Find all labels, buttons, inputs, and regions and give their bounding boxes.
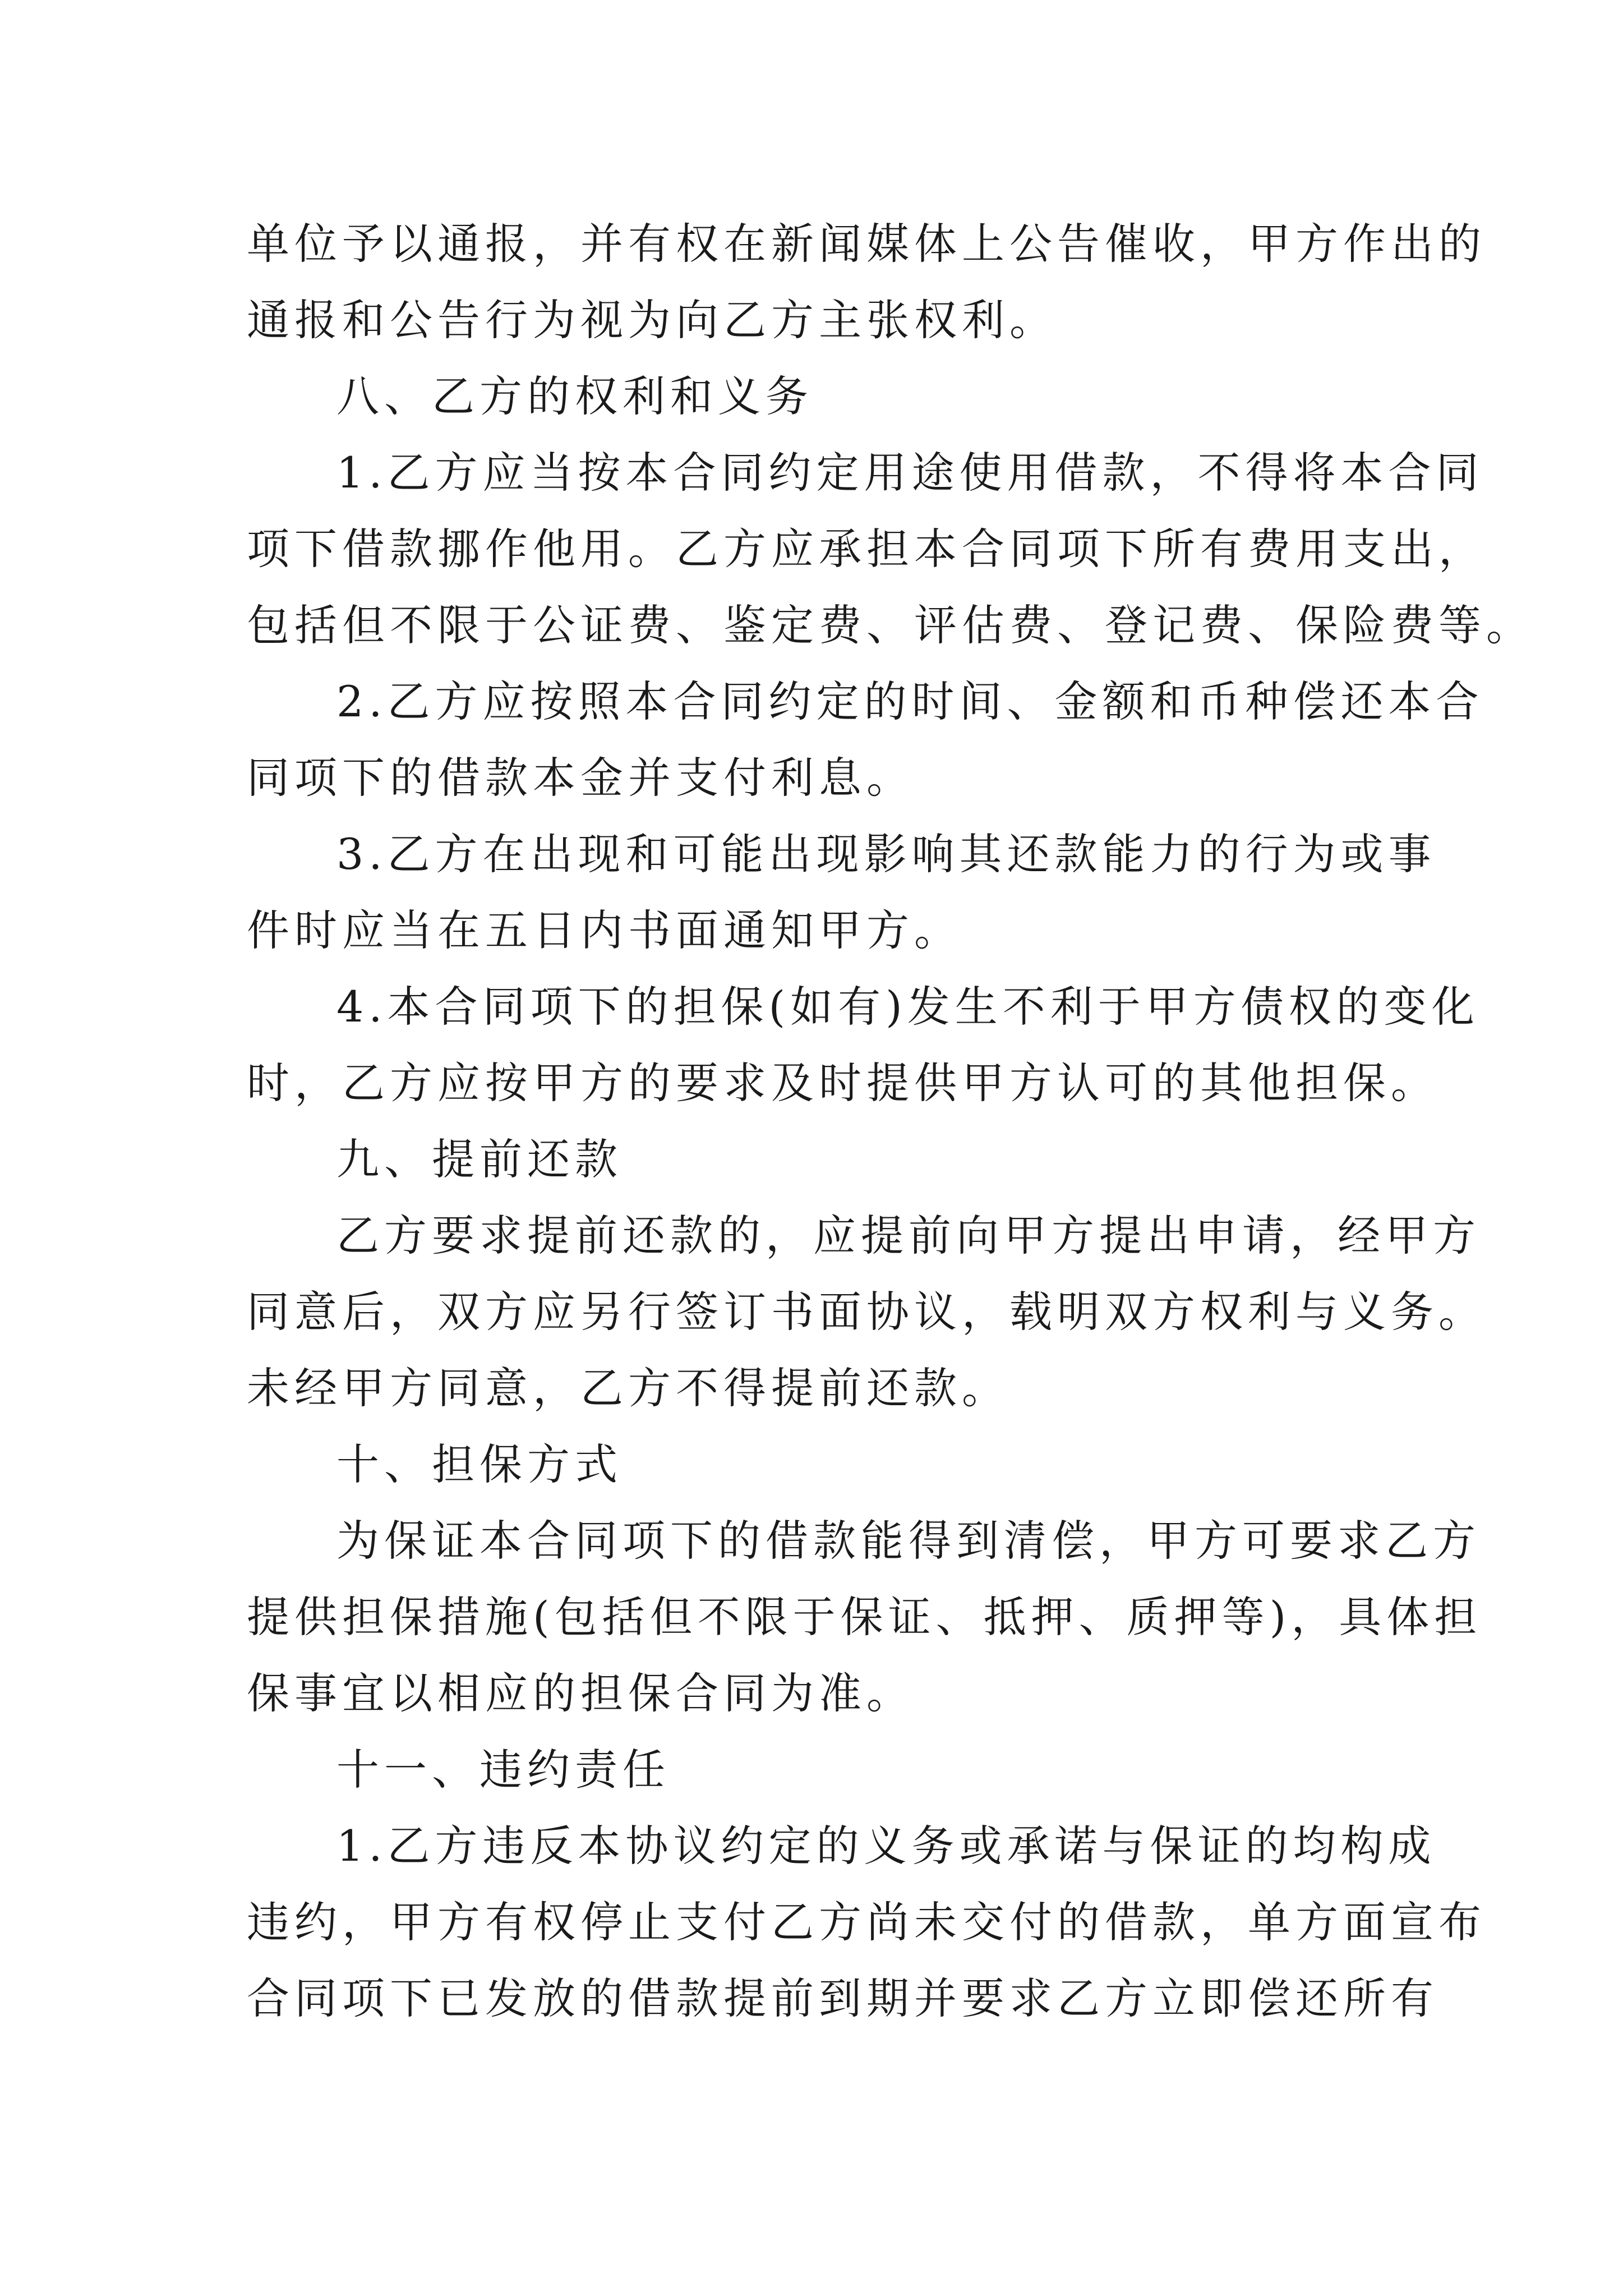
text-line: 项下借款挪作他用。乙方应承担本合同项下所有费用支出， — [247, 524, 1486, 574]
text-line: 2.乙方应按照本合同约定的时间、金额和币种偿还本合 — [336, 677, 1484, 726]
text-line: 同项下的借款本金并支付利息。 — [247, 753, 914, 803]
text-line: 为保证本合同项下的借款能得到清偿，甲方可要求乙方 — [336, 1516, 1481, 1566]
section-heading: 八、乙方的权利和义务 — [336, 371, 813, 421]
text-line: 包括但不限于公证费、鉴定费、评估费、登记费、保险费等。 — [247, 600, 1534, 650]
text-line: 1.乙方违反本协议约定的义务或承诺与保证的均构成 — [336, 1821, 1436, 1871]
text-line: 单位予以通报，并有权在新闻媒体上公告催收，甲方作出的 — [247, 219, 1486, 269]
text-line: 违约，甲方有权停止支付乙方尚未交付的借款，单方面宣布 — [247, 1897, 1486, 1947]
section-heading: 十、担保方式 — [336, 1439, 623, 1489]
text-line: 未经甲方同意，乙方不得提前还款。 — [247, 1363, 1009, 1413]
text-line: 保事宜以相应的担保合同为准。 — [247, 1668, 914, 1718]
text-line: 同意后，双方应另行签订书面协议，载明双方权利与义务。 — [247, 1287, 1486, 1337]
section-heading: 十一、违约责任 — [336, 1745, 670, 1795]
text-line: 合同项下已发放的借款提前到期并要求乙方立即偿还所有 — [247, 1973, 1438, 2023]
text-line: 3.乙方在出现和可能出现影响其还款能力的行为或事 — [336, 829, 1436, 879]
text-line: 4.本合同项下的担保(如有)发生不利于甲方债权的变化 — [336, 982, 1479, 1032]
text-line: 件时应当在五日内书面通知甲方。 — [247, 905, 962, 955]
section-heading: 九、提前还款 — [336, 1134, 623, 1184]
text-line: 1.乙方应当按本合同约定用途使用借款，不得将本合同 — [336, 448, 1484, 498]
text-line: 通报和公告行为视为向乙方主张权利。 — [247, 295, 1057, 345]
text-line: 乙方要求提前还款的，应提前向甲方提出申请，经甲方 — [336, 1211, 1481, 1260]
text-line: 时，乙方应按甲方的要求及时提供甲方认可的其他担保。 — [247, 1058, 1438, 1108]
text-line: 提供担保措施(包括但不限于保证、抵押、质押等)，具体担 — [247, 1592, 1482, 1642]
